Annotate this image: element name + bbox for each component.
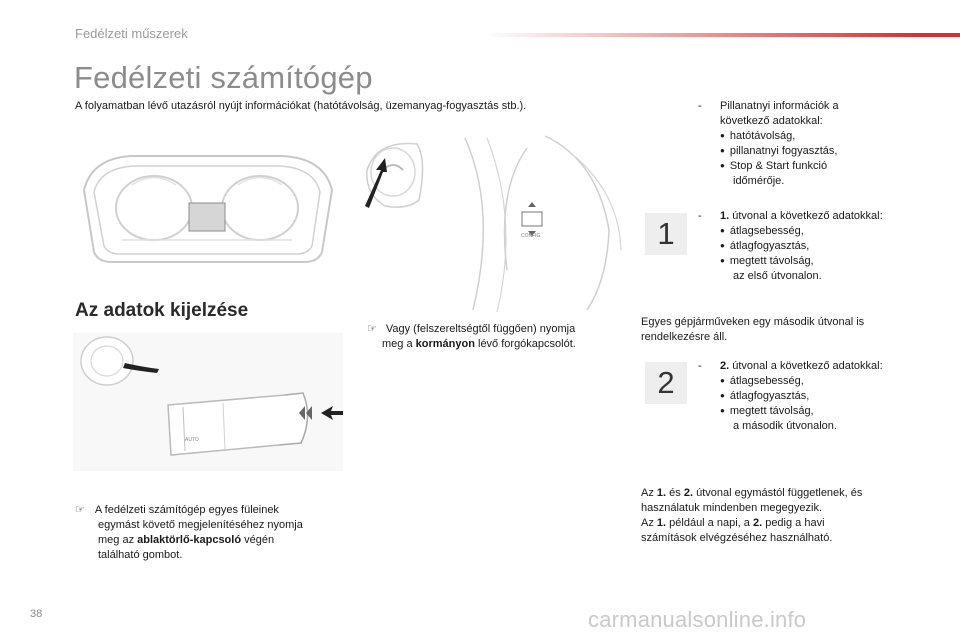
note-line: lévő forgókapcsolót.: [474, 338, 576, 350]
note-bold: kormányon: [415, 338, 475, 350]
trip-number-bold: 2.: [720, 360, 730, 372]
info-line: Pillanatnyi információk a: [720, 100, 839, 112]
trip-1-number: 1: [657, 216, 675, 251]
note-text: és: [666, 487, 684, 499]
pointer-marker: ☞: [367, 323, 377, 335]
note-line: Egyes gépjárműveken egy második útvonal is: [641, 316, 865, 328]
note-line: található gombot.: [98, 549, 183, 561]
note-line: rendelkezésre áll.: [641, 331, 728, 343]
note-line: végén: [241, 534, 275, 546]
steering-control-note: [367, 322, 576, 352]
instrument-cluster-illustration: [72, 140, 342, 270]
list-item: ● átlagfogyasztás,: [720, 239, 883, 254]
trips-independent-note: [641, 486, 862, 546]
note-bold: ablaktörlő-kapcsoló: [137, 534, 242, 546]
dash: -: [698, 360, 702, 372]
trip-1-icon: [645, 213, 687, 255]
info-line: útvonal a következő adatokkal:: [729, 360, 883, 372]
pointer-marker: ☞: [75, 504, 85, 516]
note-bold: 2.: [683, 487, 694, 499]
list-item: ● hatótávolság,: [720, 129, 839, 144]
dash: -: [698, 210, 702, 222]
page-number: 38: [30, 608, 43, 620]
trip-1-list: [698, 224, 883, 269]
trip-2-icon: [645, 362, 687, 404]
trip-2-block: [698, 359, 883, 434]
note-line: egymást követő megjelenítéséhez nyomja: [98, 519, 303, 531]
list-item: ● Stop & Start funkció: [720, 159, 839, 174]
list-item: ● átlagsebesség,: [720, 374, 883, 389]
steering-wheel-illustration: [357, 130, 642, 315]
note-line: A fedélzeti számítógép egyes füleinek: [94, 504, 279, 516]
list-item: ● megtett távolság,: [720, 254, 883, 269]
list-item: ● átlagsebesség,: [720, 224, 883, 239]
note-text: például a napi, a: [666, 517, 753, 529]
dash: -: [698, 100, 702, 112]
info-line: útvonal a következő adatokkal:: [729, 210, 883, 222]
list-item: ● átlagfogyasztás,: [720, 389, 883, 404]
note-line: használatuk mindenben megegyezik.: [641, 502, 823, 514]
chapter-header: Fedélzeti műszerek: [75, 26, 188, 41]
list-item: ● megtett távolság,: [720, 404, 883, 419]
note-text: pedig a havi: [762, 517, 825, 529]
info-line: következő adatokkal:: [720, 115, 823, 127]
footer-watermark: carmanualsonline.info: [588, 607, 807, 632]
note-line: Vagy (felszereltségtől függően) nyomja: [385, 323, 576, 335]
trip-2-number: 2: [657, 365, 675, 400]
note-text: Az: [641, 517, 657, 529]
section-title: Az adatok kijelzése: [75, 300, 249, 321]
auto-label: AUTO: [185, 437, 199, 443]
note-line: meg az: [98, 534, 138, 546]
list-item-continued: az első útvonalon.: [733, 270, 822, 282]
list-item: ● pillanatnyi fogyasztás,: [720, 144, 839, 159]
instant-info-block: [698, 99, 839, 189]
note-bold: 1.: [656, 517, 667, 529]
wiper-lever-illustration: [73, 333, 343, 471]
note-bold: 1.: [656, 487, 667, 499]
instant-list: [698, 129, 839, 174]
trip-2-list: [698, 374, 883, 419]
trip-number-bold: 1.: [720, 210, 730, 222]
note-line: számítások elvégzéséhez használható.: [641, 532, 833, 544]
page-title: Fedélzeti számítógép: [74, 60, 373, 95]
second-trip-note: [641, 315, 864, 345]
note-text: útvonal egymástól függetlenek, és: [693, 487, 863, 499]
trip-1-block: [698, 209, 883, 284]
header-red-line: [482, 33, 960, 37]
note-bold: 2.: [752, 517, 763, 529]
intro-text: A folyamatban lévő utazásról nyújt információkat (hatótávolság, üzemanyag-fogyasztás stb.).: [75, 100, 527, 112]
wiper-button-note: [75, 503, 303, 563]
note-text: Az: [641, 487, 657, 499]
note-line: meg a: [382, 338, 416, 350]
list-item-continued: a második útvonalon.: [733, 420, 837, 432]
list-item-continued: időmérője.: [733, 175, 785, 187]
config-label: CONFIG: [521, 233, 541, 239]
